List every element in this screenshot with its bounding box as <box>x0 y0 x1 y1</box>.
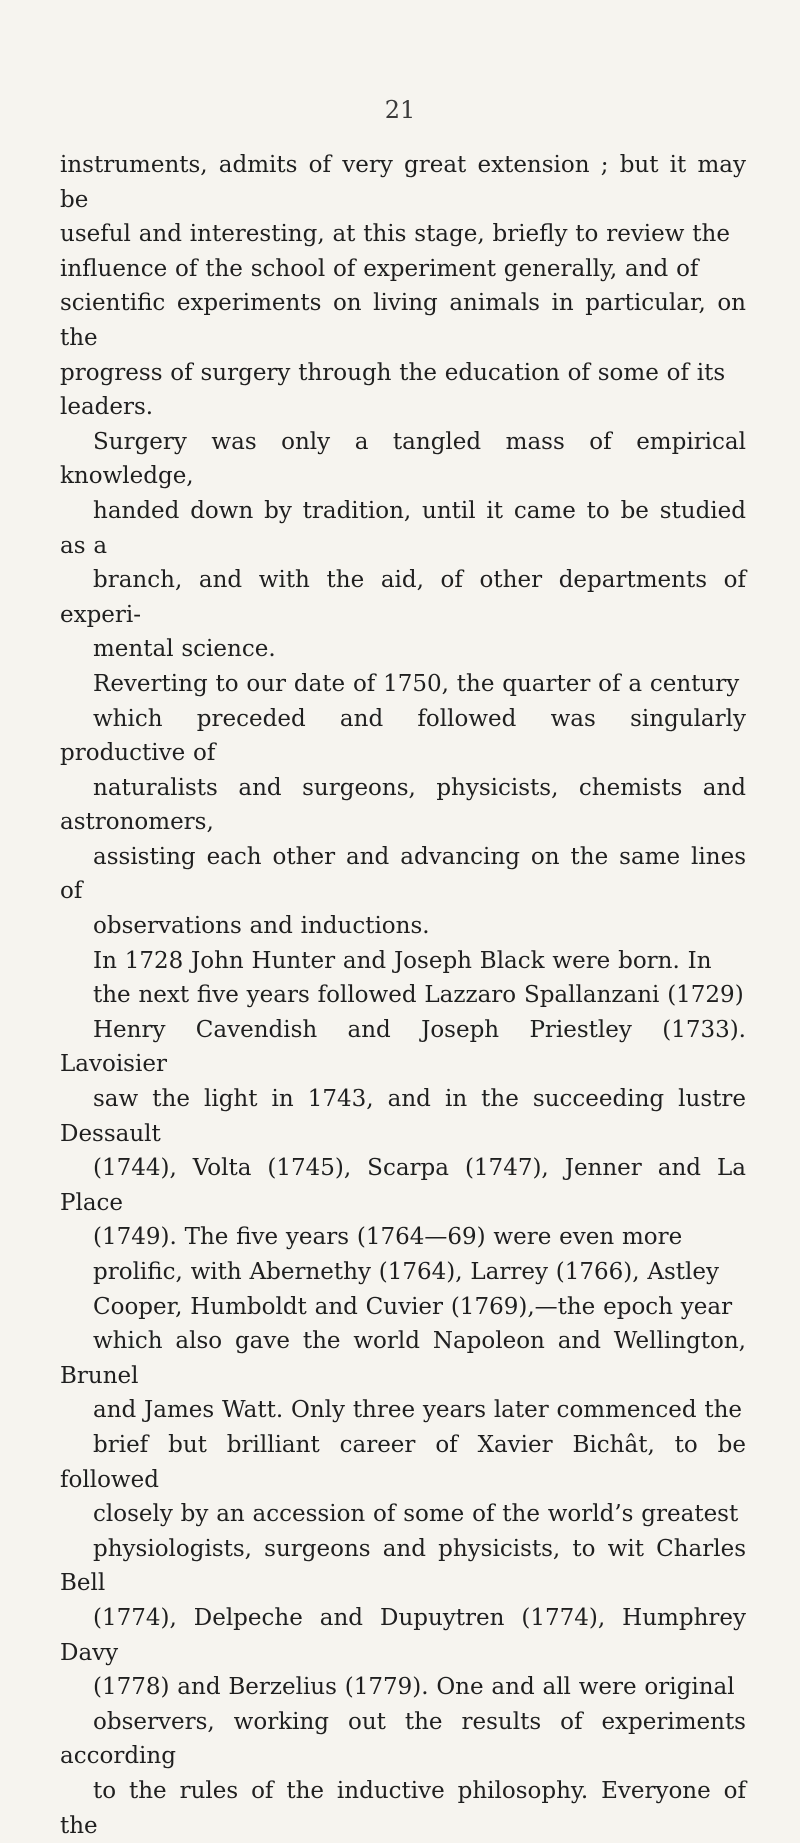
text-line: Reverting to our date of 1750, the quarter of a century <box>93 670 740 697</box>
text-line: influence of the school of experiment generally, and of <box>60 255 699 282</box>
text-line: leaders. <box>60 394 154 421</box>
text-line: saw the light in 1743, and in the succeeding lustre Dessault <box>60 1086 746 1147</box>
text-line: instruments, admits of very great extension ; but it may be <box>60 152 746 213</box>
text-line: the next five years followed Lazzaro Spallanzani (1729) <box>93 982 744 1009</box>
text-line: (1744), Volta (1745), Scarpa (1747), Jenner and La Place <box>60 1155 746 1216</box>
paragraph-3 <box>60 667 746 944</box>
text-line: (1749). The five years (1764—69) were even more <box>93 1224 683 1251</box>
text-line: Surgery was only a tangled mass of empirical knowledge, <box>60 428 746 490</box>
text-line: (1774), Delpeche and Dupuytren (1774), Humphrey Davy <box>60 1604 746 1666</box>
text-line: assisting each other and advancing on the same lines of <box>60 843 746 905</box>
text-line: which preceded and followed was singularly productive of <box>60 705 746 767</box>
text-line: scientific experiments on living animals in particular, on the <box>60 290 746 351</box>
text-line: (1778) and Berzelius (1779). One and all were original <box>93 1674 735 1701</box>
text-line: Henry Cavendish and Joseph Priestley (1733). Lavoisier <box>60 1016 746 1078</box>
page-number: 21 <box>384 96 416 124</box>
text-line: brief but brilliant career of Xavier Bichât, to be followed <box>60 1431 746 1493</box>
text-line: and James Watt. Only three years later commenced the <box>93 1397 743 1424</box>
text-line: mental science. <box>93 636 276 663</box>
text-line: In 1728 John Hunter and Joseph Black were born. In <box>93 947 712 974</box>
text-line: naturalists and surgeons, physicists, chemists and astronomers, <box>60 774 746 836</box>
text-line: Cooper, Humboldt and Cuvier (1769),—the epoch year <box>93 1293 733 1320</box>
body-text <box>60 148 746 1843</box>
text-line: observations and inductions. <box>93 913 430 940</box>
text-line: branch, and with the aid, of other departments of experi- <box>60 567 746 628</box>
text-line: useful and interesting, at this stage, briefly to review the <box>60 221 730 248</box>
text-line: handed down by tradition, until it came to be studied as a <box>60 497 746 559</box>
text-line: observers, working out the results of experiments according <box>60 1708 746 1770</box>
text-line: prolific, with Abernethy (1764), Larrey (1766), Astley <box>93 1259 719 1285</box>
text-line: which also gave the world Napoleon and Wellington, Brunel <box>60 1328 746 1389</box>
text-line: closely by an accession of some of the world’s greatest <box>93 1501 739 1528</box>
paragraph-4 <box>60 944 746 1843</box>
paragraph-2 <box>60 425 746 667</box>
text-line: physiologists, surgeons and physicists, to wit Charles Bell <box>60 1535 746 1597</box>
text-line: to the rules of the inductive philosophy. Everyone of the <box>60 1777 746 1839</box>
text-line: progress of surgery through the education of some of its <box>60 359 726 386</box>
paragraph-1 <box>60 148 746 425</box>
